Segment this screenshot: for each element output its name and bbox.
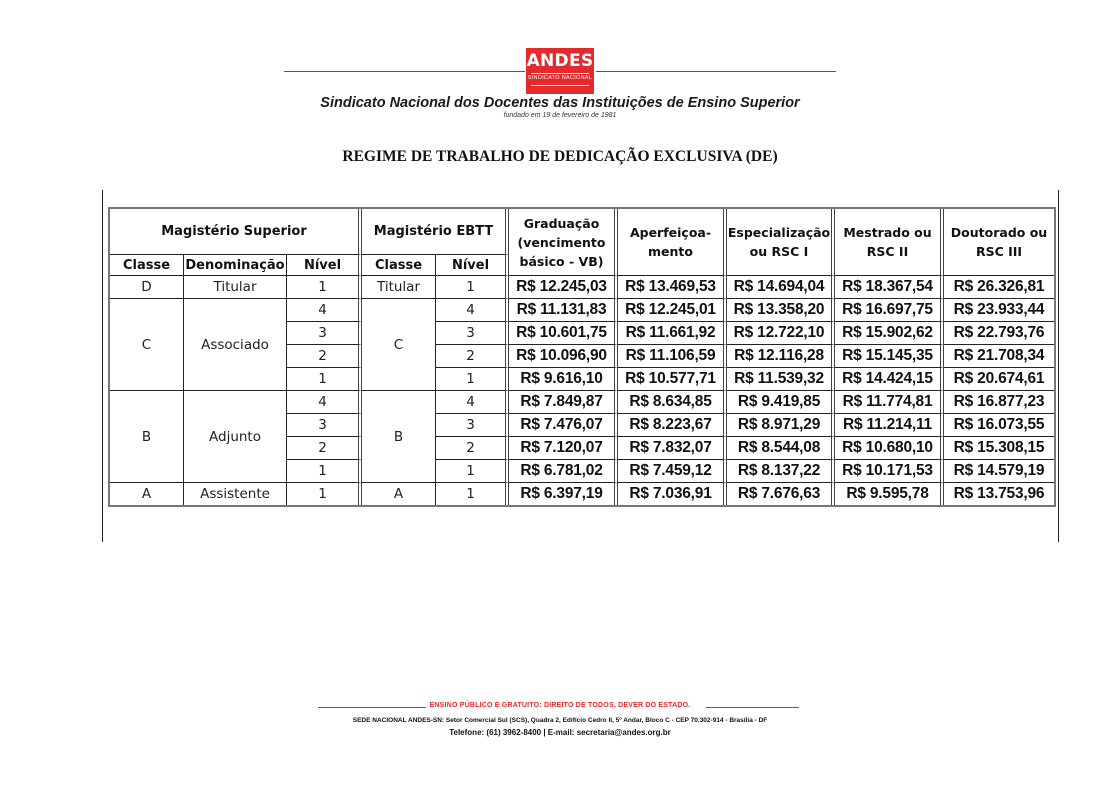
ms-nivel-cell: 3 — [287, 322, 362, 345]
value-aperfeicoamento: R$ 10.577,71 — [618, 368, 727, 391]
header-divider-right — [596, 71, 836, 72]
value-especializacao: R$ 12.116,28 — [727, 345, 835, 368]
ms-classe-cell: C — [110, 299, 184, 391]
value-doutorado: R$ 20.674,61 — [944, 368, 1054, 391]
frame-line-left — [102, 190, 103, 542]
header-ebtt-classe: Classe — [362, 255, 436, 276]
value-especializacao: R$ 9.419,85 — [727, 391, 835, 414]
ms-nivel-cell: 1 — [287, 276, 362, 299]
ebtt-classe-cell: B — [362, 391, 436, 483]
value-graduacao: R$ 9.616,10 — [509, 368, 618, 391]
table-row — [110, 483, 1054, 505]
document-title: REGIME DE TRABALHO DE DEDICAÇÃO EXCLUSIVA (DE) — [342, 148, 778, 165]
header-graduacao: Graduação (vencimento básico - VB) — [509, 209, 618, 276]
table-row — [110, 276, 1054, 299]
value-aperfeicoamento: R$ 11.106,59 — [618, 345, 727, 368]
header-ms-denominacao: Denominação — [184, 255, 287, 276]
table-row — [110, 299, 1054, 322]
value-graduacao: R$ 6.781,02 — [509, 460, 618, 483]
founded-date: fundado em 19 de fevereiro de 1981 — [503, 112, 617, 119]
value-graduacao: R$ 11.131,83 — [509, 299, 618, 322]
value-graduacao: R$ 7.849,87 — [509, 391, 618, 414]
ebtt-classe-cell: Titular — [362, 276, 436, 299]
andes-logo — [526, 48, 594, 94]
ebtt-nivel-cell: 2 — [436, 437, 509, 460]
denominacao-cell: Associado — [184, 299, 287, 391]
value-doutorado: R$ 26.326,81 — [944, 276, 1054, 299]
logo-rule — [531, 73, 589, 74]
ms-nivel-cell: 2 — [287, 437, 362, 460]
value-doutorado: R$ 22.793,76 — [944, 322, 1054, 345]
value-mestrado: R$ 11.774,81 — [835, 391, 944, 414]
ebtt-nivel-cell: 2 — [436, 345, 509, 368]
value-aperfeicoamento: R$ 7.036,91 — [618, 483, 727, 505]
value-especializacao: R$ 7.676,63 — [727, 483, 835, 505]
logo-text: ANDES — [526, 51, 594, 71]
value-graduacao: R$ 10.096,90 — [509, 345, 618, 368]
header-ms-classe: Classe — [110, 255, 184, 276]
value-aperfeicoamento: R$ 7.832,07 — [618, 437, 727, 460]
value-graduacao: R$ 7.120,07 — [509, 437, 618, 460]
header-magisterio-superior: Magistério Superior — [110, 209, 362, 255]
ebtt-classe-cell: C — [362, 299, 436, 391]
value-doutorado: R$ 21.708,34 — [944, 345, 1054, 368]
value-doutorado: R$ 15.308,15 — [944, 437, 1054, 460]
value-aperfeicoamento: R$ 7.459,12 — [618, 460, 727, 483]
value-especializacao: R$ 8.544,08 — [727, 437, 835, 460]
value-aperfeicoamento: R$ 12.245,01 — [618, 299, 727, 322]
denominacao-cell: Adjunto — [184, 391, 287, 483]
value-especializacao: R$ 8.137,22 — [727, 460, 835, 483]
value-mestrado: R$ 14.424,15 — [835, 368, 944, 391]
header-ebtt-nivel: Nível — [436, 255, 509, 276]
value-doutorado: R$ 16.073,55 — [944, 414, 1054, 437]
value-mestrado: R$ 10.680,10 — [835, 437, 944, 460]
value-mestrado: R$ 11.214,11 — [835, 414, 944, 437]
footer-contact: Telefone: (61) 3962-8400 | E-mail: secretaria@andes.org.br — [449, 728, 671, 737]
ms-classe-cell: A — [110, 483, 184, 505]
value-especializacao: R$ 8.971,29 — [727, 414, 835, 437]
ebtt-nivel-cell: 1 — [436, 483, 509, 505]
ms-nivel-cell: 3 — [287, 414, 362, 437]
value-doutorado: R$ 23.933,44 — [944, 299, 1054, 322]
ebtt-nivel-cell: 4 — [436, 391, 509, 414]
ebtt-nivel-cell: 1 — [436, 276, 509, 299]
value-doutorado: R$ 13.753,96 — [953, 485, 1045, 502]
logo-subtext: SINDICATO NACIONAL — [527, 75, 593, 81]
value-mestrado: R$ 15.145,35 — [835, 345, 944, 368]
footer-address: SEDE NACIONAL ANDES-SN: Setor Comercial Sul (SCS), Quadra 2, Edifício Cedro II, 5º Andar, Bloco C - CEP 70.302-914 - Brasília - DF — [352, 717, 768, 724]
header-divider-left — [284, 71, 525, 72]
value-mestrado: R$ 16.697,75 — [835, 299, 944, 322]
value-graduacao: R$ 6.397,19 — [509, 483, 618, 505]
value-aperfeicoamento: R$ 11.661,92 — [618, 322, 727, 345]
header-especializacao: Especialização ou RSC I — [727, 209, 835, 276]
header-ms-nivel: Nível — [287, 255, 362, 276]
ebtt-nivel-cell: 3 — [436, 322, 509, 345]
value-especializacao: R$ 12.722,10 — [727, 322, 835, 345]
value-mestrado: R$ 15.902,62 — [835, 322, 944, 345]
ebtt-nivel-cell: 1 — [436, 460, 509, 483]
ms-nivel-cell: 1 — [287, 368, 362, 391]
value-especializacao: R$ 11.539,32 — [727, 368, 835, 391]
ms-classe-cell: D — [110, 276, 184, 299]
value-mestrado: R$ 18.367,54 — [835, 276, 944, 299]
ms-nivel-cell: 1 — [287, 483, 362, 505]
ms-classe-cell: B — [110, 391, 184, 483]
denominacao-cell: Titular — [184, 276, 287, 299]
footer-slogan: ENSINO PÚBLICO E GRATUITO: DIREITO DE TODOS, DEVER DO ESTADO. — [429, 702, 691, 709]
value-graduacao: R$ 12.245,03 — [509, 276, 618, 299]
frame-line-right — [1058, 190, 1059, 542]
header-mestrado: Mestrado ou RSC II — [835, 209, 944, 276]
value-mestrado: R$ 10.171,53 — [835, 460, 944, 483]
ebtt-nivel-cell: 4 — [436, 299, 509, 322]
salary-table — [108, 207, 1056, 507]
value-aperfeicoamento: R$ 8.634,85 — [618, 391, 727, 414]
header-magisterio-ebtt: Magistério EBTT — [362, 209, 509, 255]
value-especializacao: R$ 14.694,04 — [727, 276, 835, 299]
ms-nivel-cell: 4 — [287, 391, 362, 414]
value-doutorado: R$ 14.579,19 — [944, 460, 1054, 483]
value-doutorado: R$ 16.877,23 — [944, 391, 1054, 414]
header-doutorado: Doutorado ou RSC III — [944, 209, 1054, 276]
ms-nivel-cell: 2 — [287, 345, 362, 368]
ebtt-nivel-cell: 1 — [436, 368, 509, 391]
value-graduacao: R$ 10.601,75 — [509, 322, 618, 345]
denominacao-cell: Assistente — [184, 483, 287, 505]
value-aperfeicoamento: R$ 8.223,67 — [618, 414, 727, 437]
value-graduacao: R$ 7.476,07 — [509, 414, 618, 437]
table-row — [110, 391, 1054, 414]
organization-name: Sindicato Nacional dos Docentes das Instituições de Ensino Superior — [320, 95, 800, 111]
value-especializacao: R$ 13.358,20 — [727, 299, 835, 322]
value-mestrado: R$ 9.595,78 — [835, 483, 944, 505]
value-aperfeicoamento: R$ 13.469,53 — [618, 276, 727, 299]
ms-nivel-cell: 1 — [287, 460, 362, 483]
header-aperfeicoamento: Aperfeiçoa- mento — [618, 209, 727, 276]
ebtt-classe-cell: A — [362, 483, 436, 505]
ebtt-nivel-cell: 3 — [436, 414, 509, 437]
logo-rule-bottom — [531, 85, 589, 86]
ms-nivel-cell: 4 — [287, 299, 362, 322]
